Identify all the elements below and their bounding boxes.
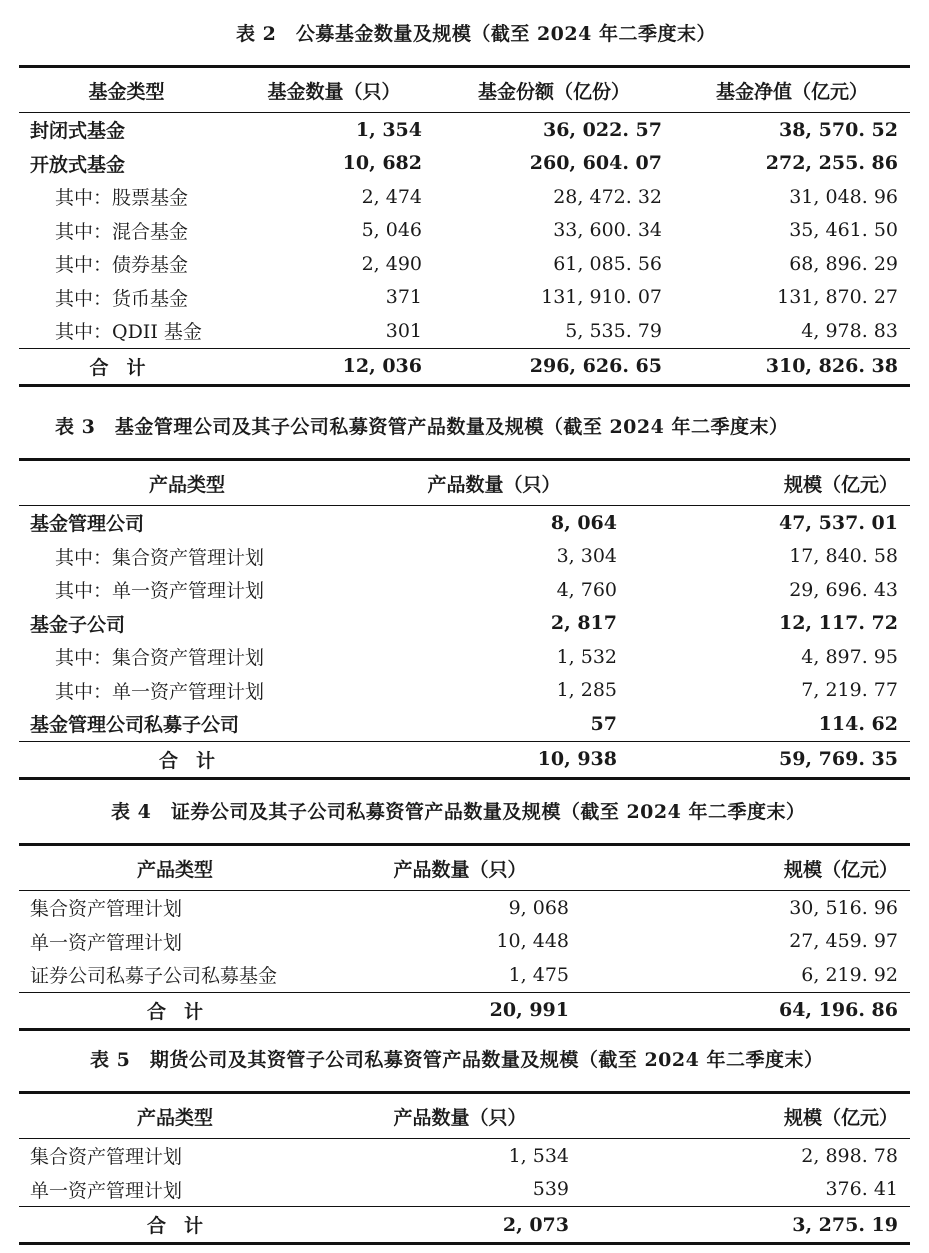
table4-header-row (19, 845, 910, 891)
total-scale: 64, 196. 86 (581, 992, 910, 1029)
row-count: 10, 448 (496, 930, 569, 953)
total-label (19, 741, 359, 778)
row-label: 其中：QDII 基金 (55, 321, 202, 344)
row-count: 1, 475 (508, 963, 569, 986)
row-shares: 28, 472. 32 (553, 185, 662, 208)
table3 (19, 458, 910, 780)
row-count: 2, 490 (361, 252, 422, 275)
row-label: 其中：单一资产管理计划 (55, 580, 265, 603)
row-label: 集合资产管理计划 (30, 898, 183, 921)
row-label: 其中：集合资产管理计划 (55, 647, 265, 670)
table5-header-scale: 规模（亿元） (581, 1093, 910, 1139)
row-label: 单一资产管理计划 (30, 931, 183, 954)
row-scale: 2, 898. 78 (801, 1144, 898, 1167)
total-label-text: 合计 (147, 1000, 222, 1023)
table4-header-count: 产品数量（只） (339, 845, 581, 891)
table-row (19, 147, 910, 181)
row-label: 基金子公司 (30, 613, 126, 636)
row-label: 开放式基金 (30, 153, 126, 176)
row-scale: 6, 219. 92 (801, 963, 898, 986)
row-nav: 4, 978. 83 (801, 319, 898, 342)
row-shares: 131, 910. 07 (541, 286, 662, 309)
row-scale: 4, 897. 95 (801, 645, 898, 668)
row-count: 301 (385, 319, 422, 342)
row-count: 371 (385, 286, 422, 309)
row-scale: 30, 516. 96 (789, 896, 898, 919)
row-nav: 68, 896. 29 (789, 252, 898, 275)
total-label-text: 合计 (159, 749, 234, 772)
row-shares: 260, 604. 07 (529, 152, 662, 175)
total-label (19, 992, 339, 1029)
row-label: 其中：股票基金 (55, 187, 189, 210)
table3-header-count: 产品数量（只） (359, 460, 629, 506)
row-count: 1, 285 (556, 679, 617, 702)
row-scale: 7, 219. 77 (801, 679, 898, 702)
row-shares: 5, 535. 79 (565, 319, 662, 342)
table3-header-scale: 规模（亿元） (629, 460, 910, 506)
row-count: 57 (590, 712, 617, 735)
row-count: 9, 068 (508, 896, 569, 919)
row-count: 4, 760 (556, 578, 617, 601)
table-row (19, 281, 910, 315)
row-scale: 17, 840. 58 (789, 545, 898, 568)
row-label: 证券公司私募子公司私募基金 (30, 965, 278, 988)
total-row (19, 992, 910, 1029)
table-row (19, 314, 910, 348)
table5-header-row (19, 1093, 910, 1139)
row-label: 其中：单一资产管理计划 (55, 680, 265, 703)
total-scale: 59, 769. 35 (629, 741, 910, 778)
table2-header-type: 基金类型 (19, 67, 234, 113)
row-nav: 272, 255. 86 (765, 152, 898, 175)
row-count: 1, 532 (556, 645, 617, 668)
row-count: 2, 817 (550, 612, 617, 635)
row-scale: 29, 696. 43 (789, 578, 898, 601)
table2-caption: 表 2 公募基金数量及规模（截至 2024 年二季度末） (236, 23, 716, 45)
row-nav: 38, 570. 52 (778, 118, 898, 141)
table-row (19, 214, 910, 248)
table3-caption: 表 3 基金管理公司及其子公司私募资管产品数量及规模（截至 2024 年二季度末） (55, 416, 789, 438)
row-scale: 114. 62 (818, 712, 898, 735)
row-shares: 36, 022. 57 (542, 118, 662, 141)
table-row (19, 707, 910, 741)
total-row (19, 741, 910, 778)
table-row (19, 1173, 910, 1207)
total-scale: 3, 275. 19 (581, 1207, 910, 1244)
row-count: 1, 354 (355, 118, 422, 141)
table3-header-row (19, 460, 910, 506)
total-label-text: 合计 (89, 356, 164, 379)
row-nav: 35, 461. 50 (789, 219, 898, 242)
row-label: 基金管理公司 (30, 513, 145, 536)
row-count: 10, 682 (342, 152, 422, 175)
table4 (19, 843, 910, 1031)
table4-header-scale: 规模（亿元） (581, 845, 910, 891)
total-label (19, 348, 234, 385)
table-row (19, 640, 910, 674)
table4-header-type: 产品类型 (19, 845, 339, 891)
table5-caption: 表 5 期货公司及其资管子公司私募资管产品数量及规模（截至 2024 年二季度末） (90, 1049, 824, 1071)
row-scale: 376. 41 (825, 1178, 898, 1201)
total-count: 12, 036 (234, 348, 434, 385)
table-row (19, 958, 910, 992)
table2-header-row (19, 67, 910, 113)
row-label: 单一资产管理计划 (30, 1179, 183, 1202)
row-label: 其中：货币基金 (55, 287, 189, 310)
table2-header-nav: 基金净值（亿元） (674, 67, 910, 113)
total-count: 10, 938 (359, 741, 629, 778)
row-count: 8, 064 (550, 511, 617, 534)
row-label: 其中：集合资产管理计划 (55, 546, 265, 569)
row-label: 集合资产管理计划 (30, 1146, 183, 1169)
total-row (19, 348, 910, 385)
total-label-text: 合计 (147, 1215, 222, 1237)
total-count: 20, 991 (339, 992, 581, 1029)
table-row (19, 247, 910, 281)
row-label: 基金管理公司私募子公司 (30, 714, 240, 737)
table-row (19, 573, 910, 607)
table-row (19, 180, 910, 214)
row-scale: 27, 459. 97 (789, 930, 898, 953)
table5 (19, 1091, 910, 1245)
table-row (19, 925, 910, 959)
table2-header-count: 基金数量（只） (234, 67, 434, 113)
row-count: 539 (532, 1178, 569, 1201)
row-scale: 47, 537. 01 (778, 511, 898, 534)
total-nav: 310, 826. 38 (674, 348, 910, 385)
table5-header-count: 产品数量（只） (339, 1093, 581, 1139)
table-row (19, 607, 910, 641)
table-row (19, 506, 910, 540)
table-row (19, 1139, 910, 1173)
table3-header-type: 产品类型 (19, 460, 359, 506)
total-row (19, 1207, 910, 1244)
table5-header-type: 产品类型 (19, 1093, 339, 1139)
row-shares: 61, 085. 56 (553, 252, 662, 275)
row-count: 5, 046 (361, 219, 422, 242)
table-row (19, 674, 910, 708)
row-nav: 31, 048. 96 (789, 185, 898, 208)
row-scale: 12, 117. 72 (778, 612, 898, 635)
total-label (19, 1207, 339, 1244)
row-count: 3, 304 (556, 545, 617, 568)
table2-header-shares: 基金份额（亿份） (434, 67, 674, 113)
row-shares: 33, 600. 34 (553, 219, 662, 242)
total-shares: 296, 626. 65 (434, 348, 674, 385)
table-row (19, 113, 910, 147)
table2 (19, 65, 910, 387)
row-count: 2, 474 (361, 185, 422, 208)
table-row (19, 891, 910, 925)
row-nav: 131, 870. 27 (777, 286, 898, 309)
row-label: 其中：混合基金 (55, 220, 189, 243)
total-count: 2, 073 (339, 1207, 581, 1244)
row-count: 1, 534 (508, 1144, 569, 1167)
row-label: 封闭式基金 (30, 120, 126, 143)
row-label: 其中：债券基金 (55, 254, 189, 277)
table4-caption: 表 4 证券公司及其子公司私募资管产品数量及规模（截至 2024 年二季度末） (111, 801, 806, 823)
table-row (19, 540, 910, 574)
